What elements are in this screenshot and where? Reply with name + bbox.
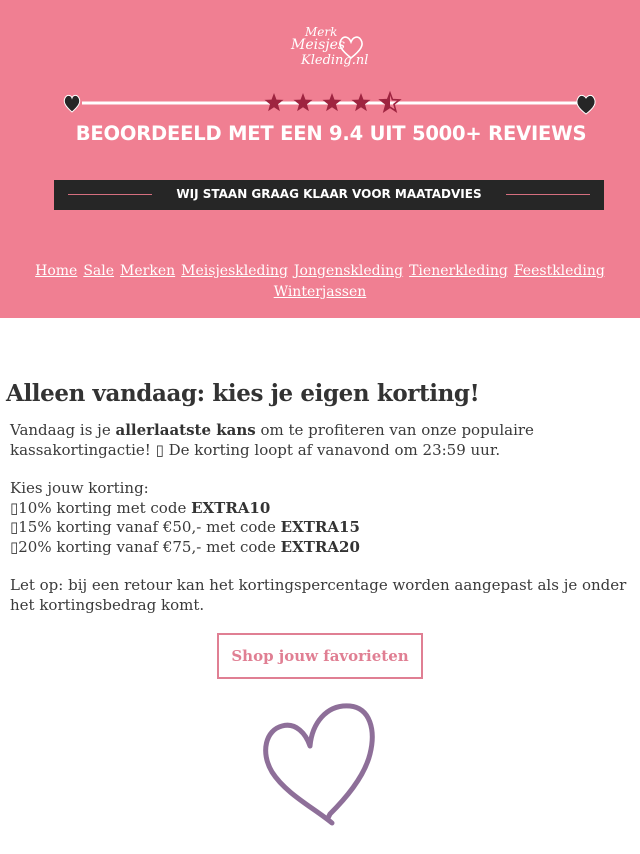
nav-item-home[interactable]: Home [35,263,78,279]
brand-logo[interactable]: Merk Meisjes Kleding.nl [291,25,369,68]
discount-code: EXTRA20 [280,537,360,556]
heart-icon [262,702,378,828]
discount-item: ▯10% korting met code EXTRA10 [10,498,271,517]
rating-star-icon [351,93,370,111]
reviews-title: BEOORDEELD MET EEN 9.4 UIT 5000+ REVIEWS [75,122,587,145]
nav-item-feestkleding[interactable]: Feestkleding [513,263,605,279]
promo-text [10,421,632,615]
advice-text: WIJ STAAN GRAAG KLAAR VOOR MAATADVIES [176,187,482,201]
nav-item-jongenskleding[interactable]: Jongenskleding [293,263,404,279]
nav-item-winterjassen[interactable]: Winterjassen [273,284,367,300]
left-heart-icon [64,95,79,112]
advice-bar [54,180,604,210]
discount-item: ▯20% korting vanaf €75,- met code EXTRA20 [10,537,360,556]
header-banner [0,0,640,318]
logo-heart-icon [337,34,365,60]
nav-item-sale[interactable]: Sale [83,263,115,279]
page-title: Alleen vandaag: kies je eigen korting! [6,380,480,407]
main-nav [20,261,620,303]
nav-item-meisjeskleding[interactable]: Meisjeskleding [181,263,288,279]
rating-star-icon [293,93,312,111]
shop-favorites-button[interactable]: Shop jouw favorieten [217,633,423,679]
nav-item-tienerkleding[interactable]: Tienerkleding [409,263,508,279]
rating-star-icon [264,93,283,111]
rating-star-icon [322,93,341,111]
choose-label: Kies jouw korting: [10,479,149,497]
nav-item-merken[interactable]: Merken [120,263,176,279]
discount-code: EXTRA15 [280,518,360,536]
right-heart-icon [577,95,595,114]
discount-item: ▯15% korting vanaf €50,- met code EXTRA15 [10,518,360,536]
note-paragraph: Let op: bij een retour kan het kortingspercentage worden aangepast als je onder het kortingsbedrag komt. [10,576,627,614]
intro-paragraph: Vandaag is je allerlaatste kans om te profiteren van onze populaire kassakortingactie! ▯ De korting loopt af vanavond om 23:59 uur. [10,421,534,459]
rating-stars [62,90,598,116]
discount-code: EXTRA10 [191,498,271,517]
